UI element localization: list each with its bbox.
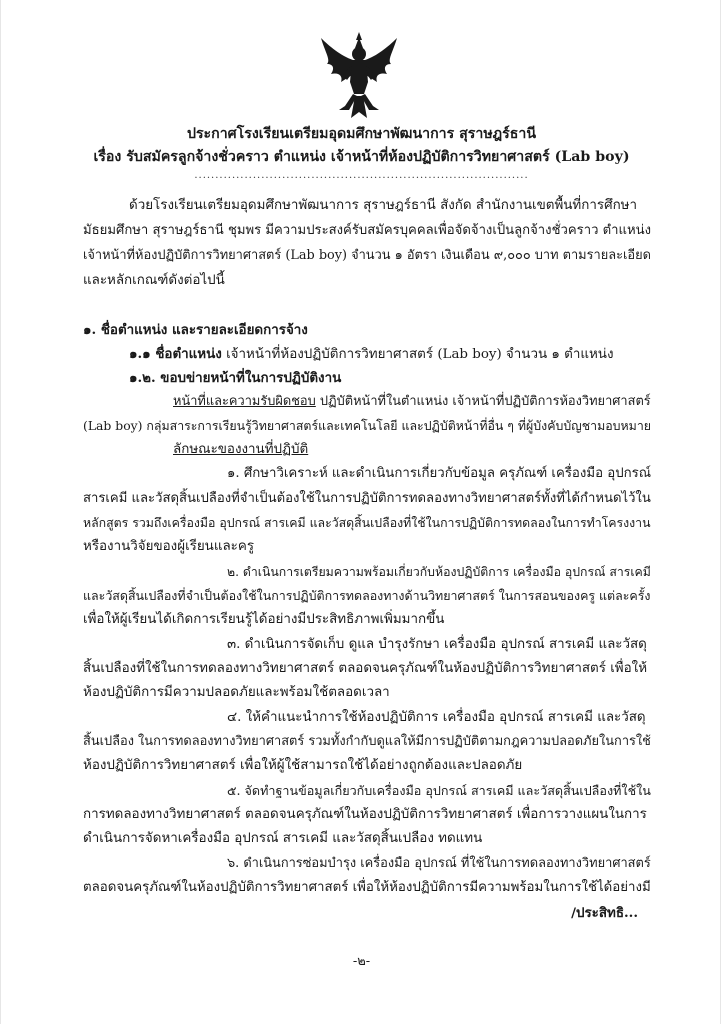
position-text: เจ้าหน้าที่ห้องปฏิบัติการวิทยาศาสตร์ (Lab boy) จำนวน ๑ ตำแหน่ง xyxy=(226,347,614,362)
task-line: สารเคมี และวัสดุสิ้นเปลืองที่จำเป็นต้องใช้ในการปฏิบัติการทดลองทางวิทยาศาสตร์ทั้งที่ได้กำหนดไว้ใน xyxy=(83,491,651,506)
intro-line: ด้วยโรงเรียนเตรียมอุดมศึกษาพัฒนาการ สุราษฎร์ธานี สังกัด สำนักงานเขตพื้นที่การศึกษา xyxy=(129,198,638,213)
duty-line xyxy=(173,392,651,412)
task-line: ห้องปฏิบัติการวิทยาศาสตร์ เพื่อให้ผู้ใช้สามารถใช้ได้อย่างถูกต้องและปลอดภัย xyxy=(83,758,523,773)
task-line: ตลอดจนครุภัณฑ์ในห้องปฏิบัติการวิทยาศาสตร์ เพื่อให้ห้องปฏิบัติการมีความพร้อมในการใช้ได้อย่างมี xyxy=(83,880,651,895)
intro-line: มัธยมศึกษา สุราษฎร์ธานี ชุมพร มีความประสงค์รับสมัครบุคคลเพื่อจัดจ้างเป็นลูกจ้างชั่วคราว ตำแหน่ง xyxy=(83,223,651,238)
page-number: -๒- xyxy=(352,954,371,969)
task-line: ๓. ดำเนินการจัดเก็บ ดูแล บำรุงรักษา เครื่องมือ อุปกรณ์ สารเคมี และวัสดุ xyxy=(227,637,647,652)
task-line: ๔. ให้คำแนะนำการใช้ห้องปฏิบัติการ เครื่องมือ อุปกรณ์ สารเคมี และวัสดุ xyxy=(227,710,646,725)
task-line: สิ้นเปลืองที่ใช้ในการทดลองทางวิทยาศาสตร์ ตลอดจนครุภัณฑ์ในห้องปฏิบัติการวิทยาศาสตร์ เพื่อให้ xyxy=(83,661,648,676)
task-line: หลักสูตร รวมถึงเครื่องมือ อุปกรณ์ สารเคมี และวัสดุสิ้นเปลืองที่ใช้ในการปฏิบัติการทดลองในการทำโครงงาน xyxy=(83,516,651,530)
garuda-emblem-icon xyxy=(319,30,399,120)
task-line: การทดลองทางวิทยาศาสตร์ ตลอดจนครุภัณฑ์ในห้องปฏิบัติการวิทยาศาสตร์ เพื่อการวางแผนในการ xyxy=(83,807,647,822)
task-line: เพื่อให้ผู้เรียนได้เกิดการเรียนรู้ได้อย่างมีประสิทธิภาพเพิ่มมากขึ้น xyxy=(83,612,445,627)
task-line: สิ้นเปลือง ในการทดลองทางวิทยาศาสตร์ รวมทั้งกำกับดูแลให้มีการปฏิบัติตามกฎความปลอดภัยในการใช้ xyxy=(83,734,651,749)
intro-line: เจ้าหน้าที่ห้องปฏิบัติการวิทยาศาสตร์ (Lab boy) จำนวน ๑ อัตรา เงินเดือน ๙,๐๐๐ บาท ตามรายละเอียด xyxy=(83,248,651,263)
section-heading: ๑. ชื่อตำแหน่ง และรายละเอียดการจ้าง xyxy=(83,322,308,338)
title-separator: ................................................................................ xyxy=(194,170,529,181)
announcement-subject: เรื่อง รับสมัครลูกจ้างชั่วคราว ตำแหน่ง เจ้าหน้าที่ห้องปฏิบัติการวิทยาศาสตร์ (Lab boy) xyxy=(93,149,630,165)
task-line: ๕. จัดทำฐานข้อมูลเกี่ยวกับเครื่องมือ อุปกรณ์ สารเคมี และวัสดุสิ้นเปลืองที่ใช้ใน xyxy=(227,783,651,798)
task-line: ๒. ดำเนินการเตรียมความพร้อมเกี่ยวกับห้องปฏิบัติการ เครื่องมือ อุปกรณ์ สารเคมี xyxy=(227,565,651,579)
position-label: ๑.๑ ชื่อตำแหน่ง xyxy=(129,346,222,362)
duty-label: หน้าที่และความรับผิดชอบ xyxy=(173,394,316,409)
task-line: ๑. ศึกษาวิเคราะห์ และดำเนินการเกี่ยวกับข้อมูล ครุภัณฑ์ เครื่องมือ อุปกรณ์ xyxy=(227,466,652,481)
task-line: ๖. ดำเนินการซ่อมบำรุง เครื่องมือ อุปกรณ์ ที่ใช้ในการทดลองทางวิทยาศาสตร์ xyxy=(227,856,651,871)
task-line: ห้องปฏิบัติการมีความปลอดภัยและพร้อมใช้ตลอดเวลา xyxy=(83,685,390,700)
duty-text: ปฏิบัติหน้าที่ในตำแหน่ง เจ้าหน้าที่ปฏิบัติการห้องวิทยาศาสตร์ xyxy=(315,394,651,409)
duty-line: (Lab boy) กลุ่มสาระการเรียนรู้วิทยาศาสตร์และเทคโนโลยี และปฏิบัติหน้าที่อื่น ๆ ที่ผู้บังคับบัญชามอบหมาย xyxy=(83,419,652,433)
nature-label: ลักษณะของงานที่ปฏิบัติ xyxy=(173,442,309,457)
task-line: หรืองานวิจัยของผู้เรียนและครู xyxy=(83,539,255,554)
scope-heading: ๑.๒. ขอบข่ายหน้าที่ในการปฏิบัติงาน xyxy=(129,370,342,386)
intro-line: และหลักเกณฑ์ดังต่อไปนี้ xyxy=(83,273,225,288)
task-line: และวัสดุสิ้นเปลืองที่จำเป็นต้องใช้ในการปฏิบัติการทดลองทางด้านวิทยาศาสตร์ ในการสอนของครู แต่ละครั้ง xyxy=(83,588,651,603)
announcement-title: ประกาศโรงเรียนเตรียมอุดมศึกษาพัฒนาการ สุราษฎร์ธานี xyxy=(186,126,537,142)
position-item xyxy=(129,344,614,365)
continuation-marker: /ประสิทธิ... xyxy=(571,905,638,921)
task-line: ดำเนินการจัดหาเครื่องมือ อุปกรณ์ สารเคมี และวัสดุสิ้นเปลือง ทดแทน xyxy=(83,831,483,846)
